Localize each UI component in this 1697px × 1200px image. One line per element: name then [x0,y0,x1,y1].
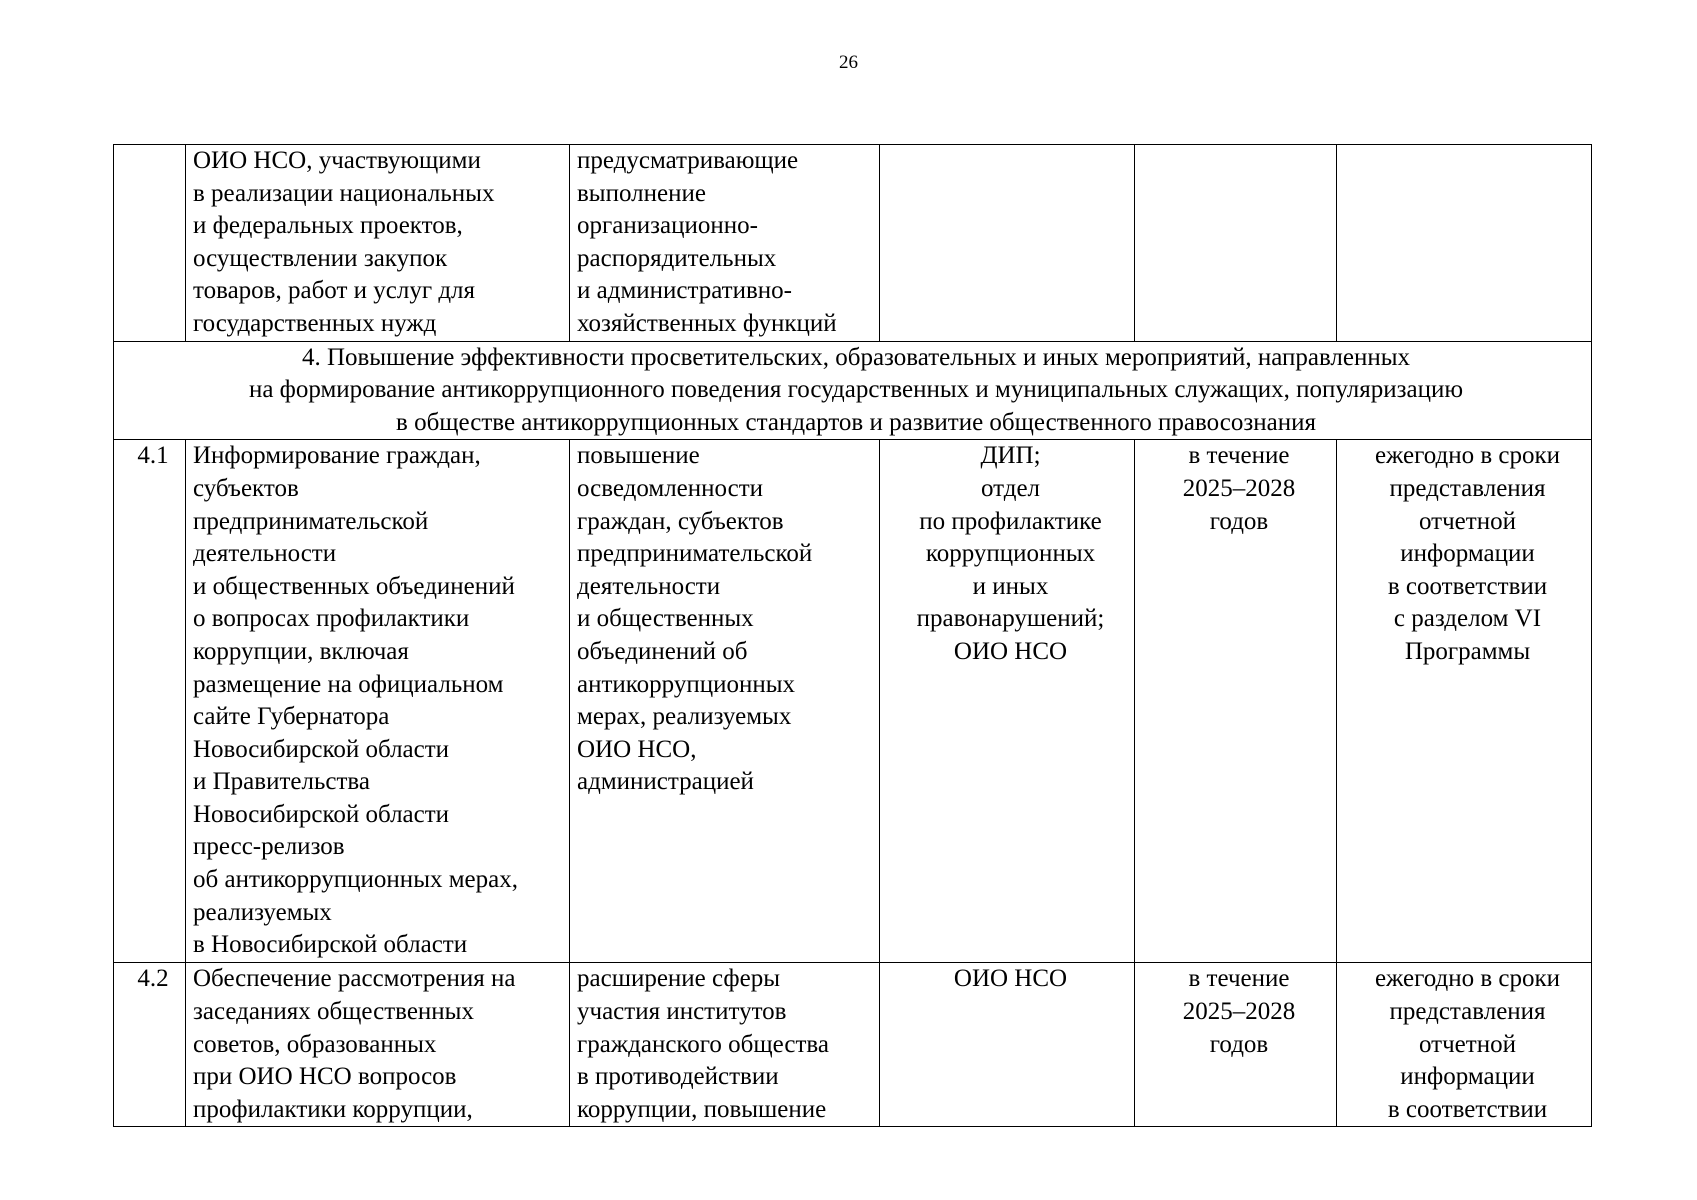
cell-executor [880,145,1135,342]
cell-result: расширение сферы участия институтов гражданского общества в противодействии коррупции, повышение [570,963,880,1127]
cell-result: повышение осведомленности граждан, субъектов предпринимательской деятельности и общественных объединений об антикоррупционных мерах, реализуемых ОИО НСО, администрацией [570,440,880,963]
table-row [114,145,1592,342]
cell-number: 4.2 [114,963,186,1127]
section-header: 4. Повышение эффективности просветительских, образовательных и иных мероприятий, направленных на формирование антикоррупционного поведения государственных и муниципальных служащих, популяризацию в обществе антикоррупционных стандартов и развитие общественного правосознания [114,341,1592,440]
cell-reporting [1337,145,1592,342]
cell-measure: Обеспечение рассмотрения на заседаниях общественных советов, образованных при ОИО НСО вопросов профилактики коррупции, [186,963,570,1127]
cell-term [1135,145,1337,342]
cell-term: в течение 2025–2028 годов [1135,440,1337,963]
cell-executor: ОИО НСО [880,963,1135,1127]
program-measures-table [113,144,1592,1127]
cell-number [114,145,186,342]
cell-reporting: ежегодно в сроки представления отчетной информации в соответствии с разделом VI Программы [1337,440,1592,963]
cell-measure: ОИО НСО, участвующими в реализации национальных и федеральных проектов, осуществлении закупок товаров, работ и услуг для государственных нужд [186,145,570,342]
cell-reporting: ежегодно в сроки представления отчетной информации в соответствии [1337,963,1592,1127]
cell-measure: Информирование граждан, субъектов предпринимательской деятельности и общественных объединений о вопросах профилактики коррупции, включая размещение на официальном сайте Губернатора Новосибирской области и Правительства Новосибирской области пресс-релизов об антикоррупционных мерах, реализуемых в Новосибирской области [186,440,570,963]
cell-number: 4.1 [114,440,186,963]
table-row [114,440,1592,963]
page-number: 26 [839,52,858,73]
table-row [114,963,1592,1127]
cell-result: предусматривающие выполнение организационно- распорядительных и административно- хозяйственных функций [570,145,880,342]
cell-executor: ДИП; отдел по профилактике коррупционных и иных правонарушений; ОИО НСО [880,440,1135,963]
section-header-row [114,341,1592,440]
cell-term: в течение 2025–2028 годов [1135,963,1337,1127]
